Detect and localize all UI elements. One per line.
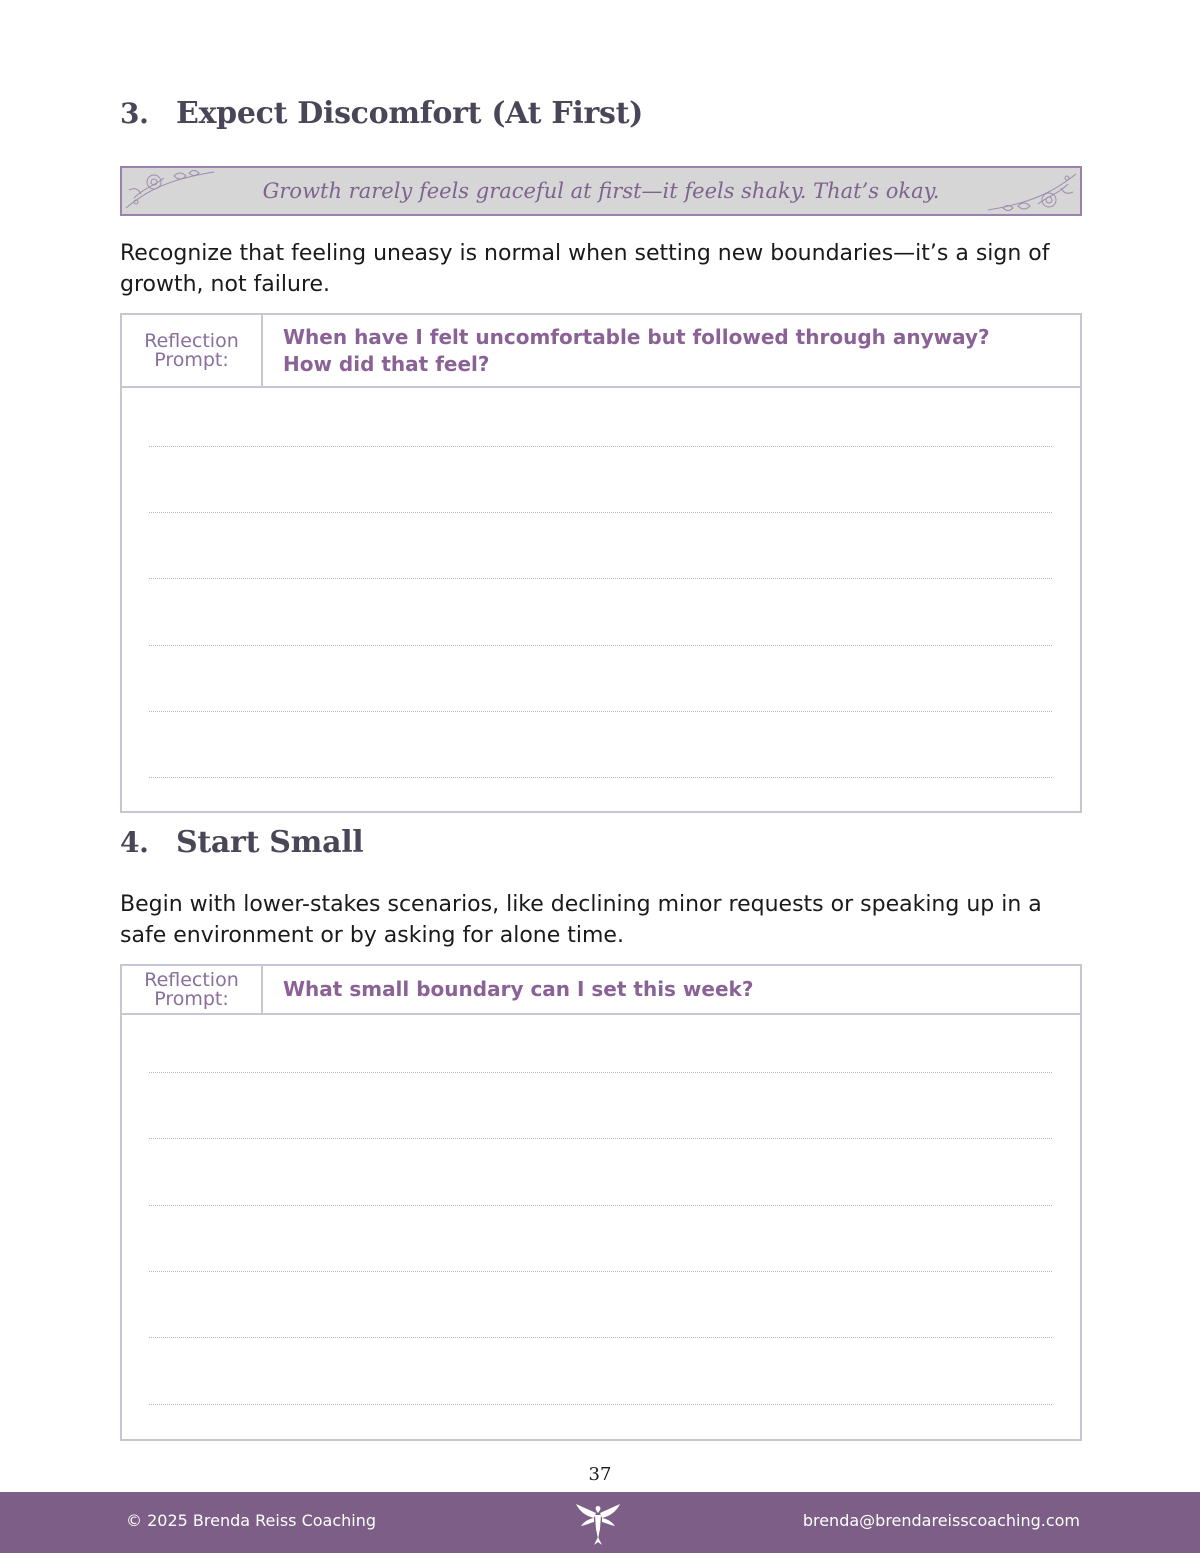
writing-line (149, 1271, 1052, 1272)
reflection-label (122, 315, 263, 386)
writing-line (149, 645, 1052, 646)
footer-copyright: © 2025 Brenda Reiss Coaching (126, 1511, 377, 1530)
writing-line (149, 578, 1052, 579)
reflection-label-line2: Prompt: (154, 987, 229, 1010)
reflection-label-line1: Reflection (144, 329, 239, 352)
page-number: 37 (588, 1464, 612, 1485)
writing-area[interactable] (122, 1015, 1080, 1439)
writing-line (149, 1404, 1052, 1405)
writing-line (149, 777, 1052, 778)
section-3-number: 3. (120, 97, 149, 130)
writing-line (149, 1205, 1052, 1206)
section-4-body: Begin with lower-stakes scenarios, like declining minor requests or speaking up in a safe environment or by asking for alone time. (120, 892, 1042, 948)
reflection-question-line1: What small boundary can I set this week? (283, 977, 754, 1001)
section-3-body: Recognize that feeling uneasy is normal when setting new boundaries—it’s a sign of growth, not failure. (120, 241, 1050, 297)
writing-area[interactable] (122, 388, 1080, 811)
footer (0, 1492, 1200, 1553)
writing-line (149, 512, 1052, 513)
quote-banner (120, 166, 1082, 216)
section-4-number: 4. (120, 826, 149, 859)
section-4-heading (120, 825, 363, 860)
reflection-question (263, 315, 1080, 386)
section-4-title: Start Small (176, 825, 364, 860)
writing-line (149, 1072, 1052, 1073)
section-3-title: Expect Discomfort (At First) (176, 96, 644, 131)
quote-text: Growth rarely feels graceful at first—it feels shaky. That’s okay. (262, 179, 940, 203)
reflection-question (263, 966, 1080, 1013)
floral-left-icon (124, 168, 219, 214)
writing-line (149, 446, 1052, 447)
reflection-header (122, 315, 1080, 388)
footer-email[interactable]: brenda@brendareisscoaching.com (802, 1511, 1080, 1530)
writing-line (149, 1138, 1052, 1139)
phoenix-logo-icon (574, 1500, 622, 1546)
reflection-header (122, 966, 1080, 1015)
reflection-label-line2: Prompt: (154, 348, 229, 371)
reflection-label (122, 966, 263, 1013)
writing-line (149, 1337, 1052, 1338)
reflection-box-2 (120, 964, 1082, 1441)
reflection-box-1 (120, 313, 1082, 813)
reflection-label-line1: Reflection (144, 968, 239, 991)
floral-right-icon (983, 168, 1078, 214)
reflection-question-line1: When have I felt uncomfortable but followed through anyway? (283, 324, 990, 349)
reflection-question-line2: How did that feel? (283, 351, 490, 376)
writing-line (149, 711, 1052, 712)
section-3-heading (120, 96, 643, 131)
